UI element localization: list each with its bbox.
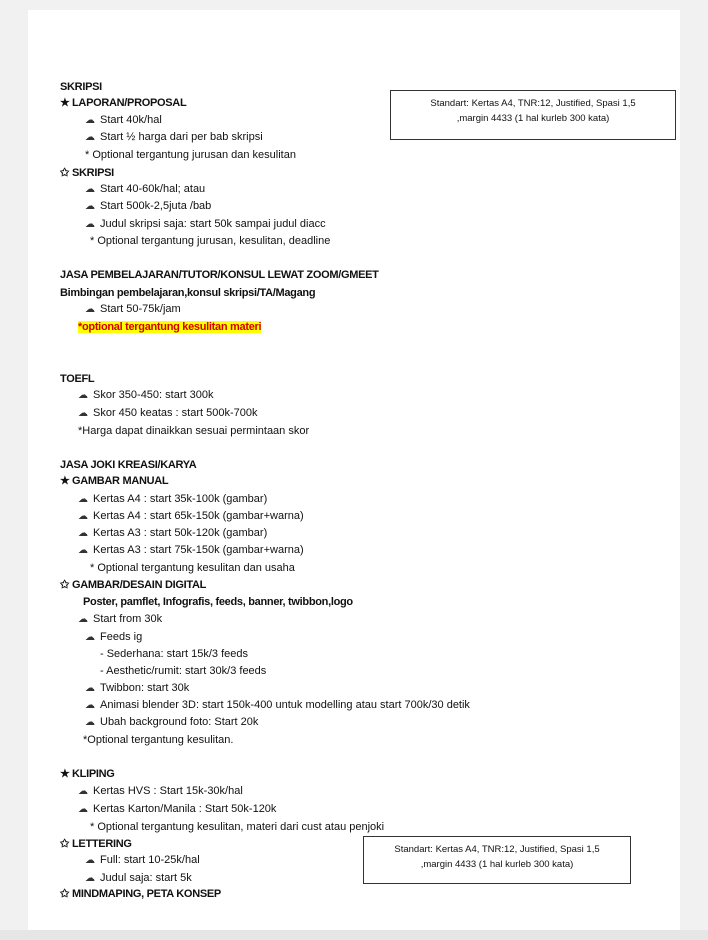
star-outline-icon: ✩	[60, 579, 69, 591]
list-item: ☁ Animasi blender 3D: start 150k-400 untuk modelling atau start 700k/30 detik	[85, 699, 470, 711]
cloud-bullet-icon: ☁	[85, 855, 95, 866]
list-item: ☁ Start 40k/hal	[85, 114, 162, 126]
list-item: ☁ Start 500k-2,5juta /bab	[85, 200, 212, 212]
cloud-bullet-icon: ☁	[78, 511, 88, 522]
section-subtitle: Poster, pamflet, Infografis, feeds, banner, twibbon,logo	[83, 596, 353, 608]
cloud-bullet-icon: ☁	[85, 717, 95, 728]
cloud-bullet-icon: ☁	[85, 873, 95, 884]
note-text: * Optional tergantung kesulitan dan usaha	[90, 562, 295, 574]
list-item: ☁ Kertas Karton/Manila : Start 50k-120k	[78, 803, 277, 815]
cloud-bullet-icon: ☁	[85, 304, 95, 315]
document-page	[28, 10, 680, 930]
list-item: ☁ Judul saja: start 5k	[85, 872, 192, 884]
box-line: Standart: Kertas A4, TNR:12, Justified, Spasi 1,5	[430, 98, 636, 109]
star-icon: ★	[60, 475, 70, 487]
list-item: ☁ Kertas HVS : Start 15k-30k/hal	[78, 785, 243, 797]
section-title-skripsi: SKRIPSI	[60, 81, 102, 93]
note-text: *Optional tergantung kesulitan.	[83, 734, 234, 746]
heading-desain-digital: ✩ GAMBAR/DESAIN DIGITAL	[60, 579, 207, 591]
star-icon: ★	[60, 768, 70, 780]
list-item: ☁ Twibbon: start 30k	[85, 682, 190, 694]
cloud-bullet-icon: ☁	[85, 201, 95, 212]
star-outline-icon: ✩	[60, 888, 69, 900]
section-title-kreasi: JASA JOKI KREASI/KARYA	[60, 459, 197, 471]
section-title-tutor: JASA PEMBELAJARAN/TUTOR/KONSUL LEWAT ZOOM/GMEET	[60, 269, 379, 281]
cloud-bullet-icon: ☁	[85, 132, 95, 143]
format-standard-box	[390, 90, 676, 140]
page-bottom-edge	[0, 930, 708, 940]
list-item: ☁ Ubah background foto: Start 20k	[85, 716, 259, 728]
note-text: * Optional tergantung jurusan dan kesulitan	[85, 149, 296, 161]
cloud-bullet-icon: ☁	[78, 528, 88, 539]
heading-skripsi: ✩ SKRIPSI	[60, 167, 114, 179]
highlighted-note: *optional tergantung kesulitan materi	[78, 321, 262, 333]
cloud-bullet-icon: ☁	[85, 115, 95, 126]
cloud-bullet-icon: ☁	[85, 700, 95, 711]
list-item: ☁ Kertas A4 : start 65k-150k (gambar+warna)	[78, 510, 304, 522]
box-line: ,margin 4433 (1 hal kurleb 300 kata)	[456, 113, 610, 124]
cloud-bullet-icon: ☁	[78, 786, 88, 797]
heading-lettering: ✩ LETTERING	[60, 838, 132, 850]
list-item: ☁ Start 40-60k/hal; atau	[85, 183, 206, 195]
list-item: ☁ Start ½ harga dari per bab skripsi	[85, 131, 263, 143]
cloud-bullet-icon: ☁	[78, 804, 88, 815]
list-item: ☁ Feeds ig	[85, 631, 143, 643]
star-icon: ★	[60, 97, 70, 109]
cloud-bullet-icon: ☁	[85, 219, 95, 230]
list-item: ☁ Start from 30k	[78, 613, 163, 625]
cloud-bullet-icon: ☁	[78, 614, 88, 625]
star-outline-icon: ✩	[60, 167, 69, 179]
box-line: ,margin 4433 (1 hal kurleb 300 kata)	[420, 859, 574, 870]
section-subtitle: Bimbingan pembelajaran,konsul skripsi/TA/Magang	[60, 287, 316, 299]
format-standard-box	[363, 836, 631, 884]
box-line: Standart: Kertas A4, TNR:12, Justified, Spasi 1,5	[394, 844, 600, 855]
list-item: ☁ Skor 450 keatas : start 500k-700k	[78, 407, 258, 419]
cloud-bullet-icon: ☁	[85, 632, 95, 643]
list-item: ☁ Kertas A4 : start 35k-100k (gambar)	[78, 493, 268, 505]
cloud-bullet-icon: ☁	[78, 545, 88, 556]
sub-list-item: - Aesthetic/rumit: start 30k/3 feeds	[100, 665, 267, 677]
heading-kliping: ★ KLIPING	[60, 768, 115, 780]
note-text: * Optional tergantung kesulitan, materi dari cust atau penjoki	[90, 821, 385, 833]
note-text: *Harga dapat dinaikkan sesuai permintaan skor	[78, 425, 310, 437]
heading-gambar-manual: ★ GAMBAR MANUAL	[60, 475, 169, 487]
list-item: ☁ Kertas A3 : start 50k-120k (gambar)	[78, 527, 268, 539]
list-item: ☁ Kertas A3 : start 75k-150k (gambar+warna)	[78, 544, 304, 556]
sub-list-item: - Sederhana: start 15k/3 feeds	[100, 648, 248, 660]
cloud-bullet-icon: ☁	[78, 390, 88, 401]
heading-laporan-proposal: ★ LAPORAN/PROPOSAL	[60, 97, 187, 109]
note-text: * Optional tergantung jurusan, kesulitan, deadline	[90, 235, 331, 247]
cloud-bullet-icon: ☁	[85, 683, 95, 694]
list-item: ☁ Full: start 10-25k/hal	[85, 854, 200, 866]
list-item: ☁ Start 50-75k/jam	[85, 303, 181, 315]
section-title-toefl: TOEFL	[60, 373, 95, 385]
cloud-bullet-icon: ☁	[85, 184, 95, 195]
heading-mindmaping: ✩ MINDMAPING, PETA KONSEP	[60, 888, 221, 900]
cloud-bullet-icon: ☁	[78, 494, 88, 505]
star-outline-icon: ✩	[60, 838, 69, 850]
list-item: ☁ Skor 350-450: start 300k	[78, 389, 214, 401]
cloud-bullet-icon: ☁	[78, 408, 88, 419]
list-item: ☁ Judul skripsi saja: start 50k sampai judul diacc	[85, 218, 326, 230]
